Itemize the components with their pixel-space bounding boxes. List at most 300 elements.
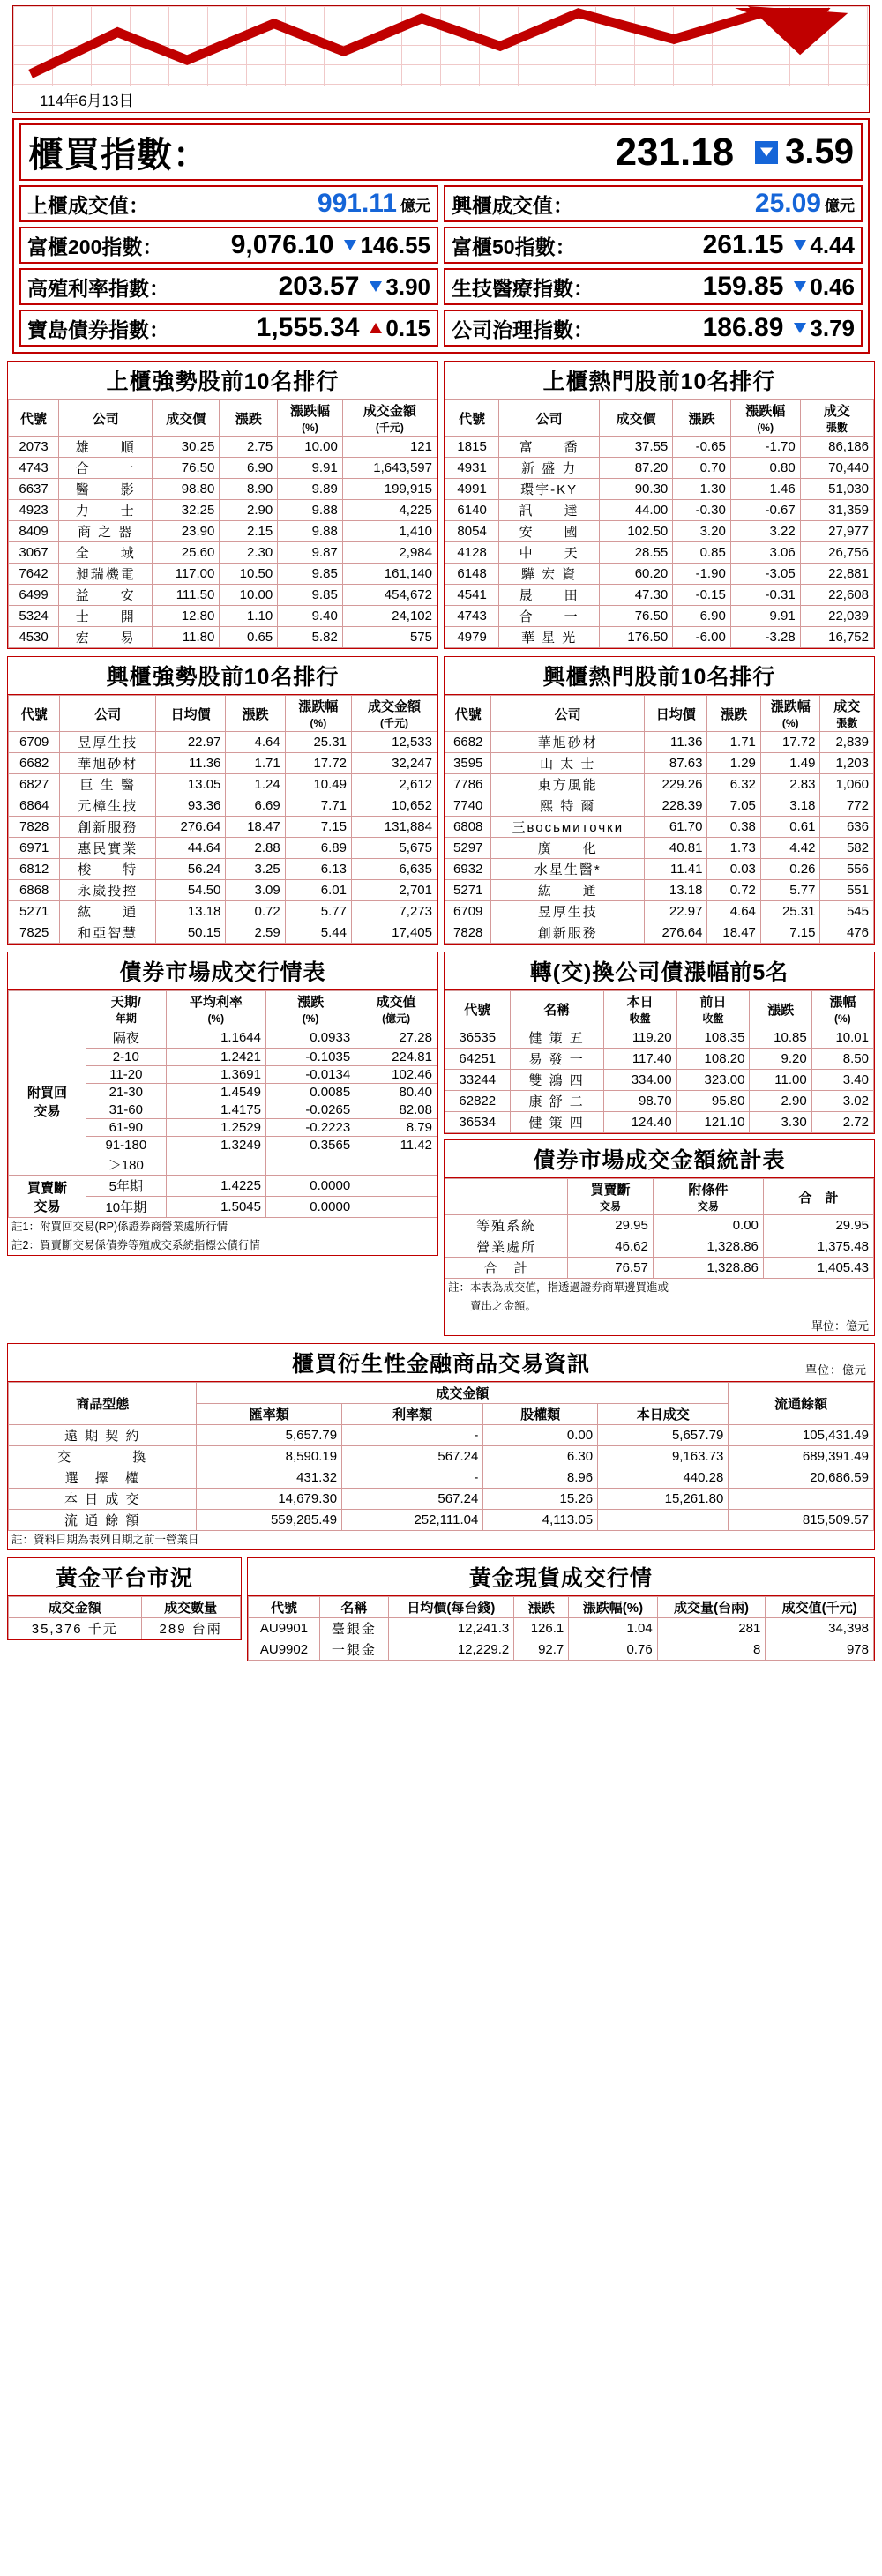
cell: -0.30 — [673, 500, 731, 521]
cell: 山 太 士 — [491, 753, 645, 774]
table-row — [9, 458, 437, 479]
table-row — [445, 437, 874, 458]
table-row — [9, 1617, 241, 1639]
cell: 1.4175 — [166, 1101, 265, 1119]
col-company: 公司 — [60, 696, 156, 732]
cell: 22.97 — [155, 732, 225, 753]
cell: 7825 — [9, 922, 60, 944]
col-code: 代號 — [9, 696, 60, 732]
cell: 6827 — [9, 774, 60, 795]
cell: 流 通 餘 額 — [9, 1509, 197, 1530]
cell: 0.70 — [673, 458, 731, 479]
cell: 54.50 — [155, 880, 225, 901]
cell: 33244 — [445, 1070, 511, 1091]
cell: 6.32 — [707, 774, 760, 795]
main-index-change-wrap — [755, 132, 854, 172]
cell: 3067 — [9, 542, 59, 564]
cell: 隔夜 — [86, 1027, 166, 1049]
cell: 9.91 — [730, 606, 800, 627]
ftse50-cell — [444, 227, 863, 264]
arrow-down-icon — [755, 141, 778, 164]
cell: 11.80 — [153, 627, 220, 648]
ftse50-value: 261.15 — [702, 230, 784, 259]
col-change: 漲跌 — [514, 1596, 569, 1617]
cell: 10.01 — [811, 1027, 873, 1049]
hot-otc-panel — [444, 361, 875, 649]
cell: 合 一 — [499, 606, 600, 627]
main-index-change: 3.59 — [785, 132, 854, 171]
cell: 22,608 — [800, 585, 873, 606]
cell: 9.40 — [278, 606, 343, 627]
col-amount: 成交值(千元) — [766, 1596, 874, 1617]
cell: - — [342, 1424, 483, 1445]
hot-otc-table — [445, 399, 874, 648]
hot-emerging-table — [445, 695, 874, 944]
otc-turnover-cell — [19, 185, 438, 222]
cell: 晟 田 — [499, 585, 600, 606]
cell: 27.28 — [355, 1027, 437, 1049]
cell: ＞180 — [86, 1154, 166, 1176]
bond-rate-table-wrap — [7, 990, 438, 1256]
arrow-down-icon — [794, 240, 806, 250]
cell: 1.1644 — [166, 1027, 265, 1049]
table-row — [9, 753, 437, 774]
cell: 10.49 — [285, 774, 351, 795]
cell: 6140 — [445, 500, 499, 521]
bond-stats-title: 債券市場成交金額統計表 — [444, 1139, 875, 1178]
high-yield-cell — [19, 268, 438, 305]
cell: 556 — [820, 859, 874, 880]
gold-spot-title: 黃金現貨成交行情 — [247, 1557, 875, 1596]
cell: 56.24 — [155, 859, 225, 880]
cell: 1.71 — [707, 732, 760, 753]
cell: 3.02 — [811, 1091, 873, 1112]
cell: 6971 — [9, 838, 60, 859]
cell: 545 — [820, 901, 874, 922]
cell: 1,060 — [820, 774, 874, 795]
cell: 5271 — [445, 880, 491, 901]
bond-rate-panel — [7, 952, 438, 1336]
arrow-down-icon — [794, 281, 806, 292]
cell: 0.72 — [707, 880, 760, 901]
cell: 126.1 — [514, 1617, 569, 1639]
table-row — [445, 1070, 874, 1091]
convert-top5-table — [445, 990, 874, 1133]
cell: 176.50 — [600, 627, 673, 648]
cell: 富 喬 — [499, 437, 600, 458]
cell: 199,915 — [342, 479, 437, 500]
arrow-down-icon — [370, 281, 382, 292]
ftse50-label: 富櫃50指數： — [452, 235, 576, 258]
cell: 健 策 五 — [510, 1027, 603, 1049]
table-row — [445, 1236, 874, 1258]
cell: 10年期 — [86, 1197, 166, 1218]
col-volume: 成交 張數 — [820, 696, 874, 732]
arrow-up-icon — [370, 323, 382, 333]
cell: -1.90 — [673, 564, 731, 585]
table-row — [445, 880, 874, 901]
cell: 5271 — [9, 901, 60, 922]
table-row — [248, 1617, 873, 1639]
derivatives-section — [7, 1343, 875, 1550]
cell: 11.36 — [645, 732, 707, 753]
cell: 紘 通 — [60, 901, 156, 922]
cell: 1.29 — [707, 753, 760, 774]
cell: 8.79 — [355, 1119, 437, 1137]
index-row-3 — [19, 310, 863, 347]
cell: 4,113.05 — [483, 1509, 598, 1530]
gold-platform-panel — [7, 1557, 242, 1661]
cell: 582 — [820, 838, 874, 859]
cell: 7.05 — [707, 795, 760, 817]
strong-emerging-title: 興櫃強勢股前10名排行 — [7, 656, 438, 695]
cell: 636 — [820, 817, 874, 838]
strong-emerging-table — [8, 695, 437, 944]
cell: 華旭砂材 — [60, 753, 156, 774]
cell: 健 策 四 — [510, 1112, 603, 1133]
cell: 32.25 — [153, 500, 220, 521]
cell: 4979 — [445, 627, 499, 648]
cell: 和亞智慧 — [60, 922, 156, 944]
col-change-pct: 漲跌幅 (%) — [285, 696, 351, 732]
cell: -0.15 — [673, 585, 731, 606]
table-row — [445, 1027, 874, 1049]
cell: 2,984 — [342, 542, 437, 564]
cell: 14,679.30 — [197, 1488, 342, 1509]
governance-label: 公司治理指數： — [452, 317, 594, 341]
col-product-type: 商品型態 — [9, 1382, 197, 1424]
cell: 26,756 — [800, 542, 873, 564]
cell: 華 星 光 — [499, 627, 600, 648]
col-gold-qty: 成交數量 — [141, 1596, 240, 1617]
cell: 0.03 — [707, 859, 760, 880]
cell: 11.42 — [355, 1137, 437, 1154]
cell: 2.15 — [220, 521, 278, 542]
arrow-down-icon — [344, 240, 356, 250]
col-price: 成交價 — [600, 400, 673, 437]
cell: 5.44 — [285, 922, 351, 944]
cell: 1,643,597 — [342, 458, 437, 479]
table-row — [445, 542, 874, 564]
col-equity: 股權類 — [483, 1403, 598, 1424]
table-row — [9, 521, 437, 542]
cell: -0.0265 — [265, 1101, 355, 1119]
cell: 8409 — [9, 521, 59, 542]
cell: -3.05 — [730, 564, 800, 585]
table-header-row — [9, 696, 437, 732]
table-header-row — [9, 1382, 874, 1403]
cell: 8054 — [445, 521, 499, 542]
table-header-row — [248, 1596, 873, 1617]
derivatives-table — [8, 1382, 874, 1531]
cell: 巨 生 醫 — [60, 774, 156, 795]
cell: 2.88 — [226, 838, 285, 859]
cell: 6808 — [445, 817, 491, 838]
arrow-down-icon — [794, 323, 806, 333]
col-change-pct: 漲跌幅(%) — [569, 1596, 657, 1617]
biotech-change: 0.46 — [810, 273, 855, 300]
derivatives-title: 櫃買衍生性金融商品交易資訊 — [291, 1351, 590, 1377]
cell: 0.61 — [760, 817, 820, 838]
formosa-bond-value: 1,555.34 — [256, 313, 360, 342]
cell: 9.89 — [278, 479, 343, 500]
cell: 86,186 — [800, 437, 873, 458]
derivatives-title-bar — [7, 1343, 875, 1382]
cell: 4.42 — [760, 838, 820, 859]
cell: 0.38 — [707, 817, 760, 838]
cell: 22.97 — [645, 901, 707, 922]
cell: 4923 — [9, 500, 59, 521]
cell: 0.65 — [220, 627, 278, 648]
cell: 13.18 — [155, 901, 225, 922]
col-change: 漲跌 (%) — [265, 991, 355, 1027]
cell: 64251 — [445, 1049, 511, 1070]
cell: 5297 — [445, 838, 491, 859]
cell: AU9901 — [248, 1617, 320, 1639]
cell: 3.18 — [760, 795, 820, 817]
col-amount: 成交金額 (千元) — [342, 400, 437, 437]
cell: 98.80 — [153, 479, 220, 500]
cell: 44.00 — [600, 500, 673, 521]
cell: 6868 — [9, 880, 60, 901]
cell: 1.49 — [760, 753, 820, 774]
cell: 95.80 — [676, 1091, 750, 1112]
table-row — [445, 753, 874, 774]
cell: 4931 — [445, 458, 499, 479]
cell: 121.10 — [676, 1112, 750, 1133]
cell: 131,884 — [352, 817, 437, 838]
cell: 安 國 — [499, 521, 600, 542]
cell: 440.28 — [598, 1467, 729, 1488]
strong-emerging-panel — [7, 656, 438, 945]
cell: 10.00 — [278, 437, 343, 458]
formosa-bond-cell — [19, 310, 438, 347]
cell: 4,225 — [342, 500, 437, 521]
emerging-turnover-unit: 億元 — [825, 197, 855, 214]
cell: 1.30 — [673, 479, 731, 500]
cell: 2.75 — [220, 437, 278, 458]
cell: 1,203 — [820, 753, 874, 774]
cell: 108.35 — [676, 1027, 750, 1049]
cell: 28.55 — [600, 542, 673, 564]
table-row — [445, 859, 874, 880]
cell: - — [342, 1467, 483, 1488]
cell: 5,675 — [352, 838, 437, 859]
cell: 2,701 — [352, 880, 437, 901]
table-row — [9, 500, 437, 521]
col-fx: 匯率類 — [197, 1403, 342, 1424]
cell: 營業處所 — [445, 1236, 568, 1258]
cell: 16,752 — [800, 627, 873, 648]
cell: 23.90 — [153, 521, 220, 542]
cell: 36535 — [445, 1027, 511, 1049]
convert-top5-title: 轉(交)換公司債漲幅前5名 — [444, 952, 875, 990]
cell: 6932 — [445, 859, 491, 880]
cell: 119.20 — [603, 1027, 676, 1049]
cell: 30.25 — [153, 437, 220, 458]
gold-platform-title: 黃金平台市況 — [7, 1557, 242, 1596]
col-code: 代號 — [9, 400, 59, 437]
col-conditional: 附條件 交易 — [653, 1179, 763, 1215]
cell: 10.85 — [750, 1027, 811, 1049]
table-row — [9, 437, 437, 458]
ftse200-value: 9,076.10 — [230, 230, 334, 259]
governance-cell — [444, 310, 863, 347]
cell: 2073 — [9, 437, 59, 458]
table-row — [445, 795, 874, 817]
hot-emerging-panel — [444, 656, 875, 945]
cell: 遠 期 契 約 — [9, 1424, 197, 1445]
cell: 11.36 — [155, 753, 225, 774]
strong-otc-title: 上櫃強勢股前10名排行 — [7, 361, 438, 399]
cell: 商 之 器 — [59, 521, 153, 542]
cell: 0.0085 — [265, 1084, 355, 1101]
gold-section — [7, 1557, 875, 1661]
cell: 熙 特 爾 — [491, 795, 645, 817]
cell: 40.81 — [645, 838, 707, 859]
cell: 新 盛 力 — [499, 458, 600, 479]
table-row — [9, 859, 437, 880]
cell: 2.90 — [750, 1091, 811, 1112]
cell: 0.00 — [483, 1424, 598, 1445]
cell: 6.90 — [220, 458, 278, 479]
cell: 431.32 — [197, 1467, 342, 1488]
cell: 15.26 — [483, 1488, 598, 1509]
cell: 92.7 — [514, 1639, 569, 1660]
bond-note-2: 註2：買賣斷交易係債券等殖成交系統指標公債行情 — [11, 1238, 260, 1251]
cell: 12,241.3 — [388, 1617, 514, 1639]
col-rate: 利率類 — [342, 1403, 483, 1424]
cell: 18.47 — [707, 922, 760, 944]
cell: 1.46 — [730, 479, 800, 500]
table-row — [445, 585, 874, 606]
cell: 121 — [342, 437, 437, 458]
cell: 9.88 — [278, 521, 343, 542]
cell: 本 日 成 交 — [9, 1488, 197, 1509]
cell: 1815 — [445, 437, 499, 458]
cell: 7740 — [445, 795, 491, 817]
bond-stats-note-2: 賣出之金額。 — [448, 1299, 537, 1312]
governance-change: 3.79 — [810, 314, 855, 341]
table-header-row — [9, 1596, 241, 1617]
bond-stats-table — [445, 1178, 874, 1279]
col-price: 成交價 — [153, 400, 220, 437]
cell — [598, 1509, 729, 1530]
cell: 98.70 — [603, 1091, 676, 1112]
cell: 689,391.49 — [729, 1445, 874, 1467]
cell: 3.20 — [673, 521, 731, 542]
col-avg-rate: 平均利率 (%) — [166, 991, 265, 1027]
biotech-label: 生技醫療指數： — [452, 276, 594, 300]
gold-spot-table-wrap — [247, 1596, 875, 1661]
cell: 551 — [820, 880, 874, 901]
cell: 6.01 — [285, 880, 351, 901]
cell — [355, 1154, 437, 1176]
ftse50-change: 4.44 — [810, 231, 855, 258]
col-group — [9, 991, 86, 1027]
table-row — [445, 1049, 874, 1070]
cell: 1.2421 — [166, 1049, 265, 1066]
table-row — [9, 795, 437, 817]
cell: 1.3249 — [166, 1137, 265, 1154]
col-code: 代號 — [248, 1596, 320, 1617]
cell: 等殖系統 — [445, 1215, 568, 1236]
cell: 6.90 — [673, 606, 731, 627]
cell: 7786 — [445, 774, 491, 795]
cell: -0.1035 — [265, 1049, 355, 1066]
hot-emerging-title: 興櫃熱門股前10名排行 — [444, 656, 875, 695]
cell: 0.00 — [653, 1215, 763, 1236]
formosa-bond-change-wrap — [370, 315, 430, 342]
cell: 5324 — [9, 606, 59, 627]
cell: 惠民實業 — [60, 838, 156, 859]
cell: 559,285.49 — [197, 1509, 342, 1530]
table-row — [9, 542, 437, 564]
convert-top5-table-wrap — [444, 990, 875, 1134]
derivatives-note: 註：資料日期為表列日期之前一營業日 — [11, 1533, 199, 1546]
ftse200-change: 146.55 — [360, 231, 430, 258]
table-row — [445, 922, 874, 944]
cell: -0.31 — [730, 585, 800, 606]
table-row — [9, 922, 437, 944]
cell: 宏 易 — [59, 627, 153, 648]
cell: 廣 化 — [491, 838, 645, 859]
cell: 4128 — [445, 542, 499, 564]
cell: 25.31 — [760, 901, 820, 922]
cell: 9.85 — [278, 585, 343, 606]
emerging-turnover-label: 興櫃成交值： — [452, 193, 573, 217]
cell: 1.10 — [220, 606, 278, 627]
cell: 1.5045 — [166, 1197, 265, 1218]
cell: 70,440 — [800, 458, 873, 479]
cell: AU9902 — [248, 1639, 320, 1660]
cell: 5,657.79 — [598, 1424, 729, 1445]
cell: 紘 通 — [491, 880, 645, 901]
cell: 80.40 — [355, 1084, 437, 1101]
cell: 1.4549 — [166, 1084, 265, 1101]
cell: 102.46 — [355, 1066, 437, 1084]
col-change-pct: 漲跌幅 (%) — [730, 400, 800, 437]
col-volume: 成交量(台兩) — [657, 1596, 766, 1617]
cell: 5年期 — [86, 1176, 166, 1197]
cell: 567.24 — [342, 1445, 483, 1467]
biotech-cell — [444, 268, 863, 305]
col-amount: 成交金額 (千元) — [352, 696, 437, 732]
cell: 476 — [820, 922, 874, 944]
table-row — [9, 479, 437, 500]
cell: 111.50 — [153, 585, 220, 606]
table-row — [445, 500, 874, 521]
cell: 0.0000 — [265, 1197, 355, 1218]
turnover-row — [19, 185, 863, 222]
cell: 12,533 — [352, 732, 437, 753]
cell: 一銀金 — [320, 1639, 388, 1660]
cell: 2-10 — [86, 1049, 166, 1066]
cell: 1,375.48 — [763, 1236, 873, 1258]
col-outright: 買賣斷 交易 — [568, 1179, 654, 1215]
cell: 1.2529 — [166, 1119, 265, 1137]
table-row — [9, 1424, 874, 1445]
cell: 10.50 — [220, 564, 278, 585]
table-row — [9, 1467, 874, 1488]
cell: 交 換 — [9, 1445, 197, 1467]
cell: 合 一 — [59, 458, 153, 479]
table-header-row — [445, 400, 874, 437]
cell: 105,431.49 — [729, 1424, 874, 1445]
cell: 4.64 — [226, 732, 285, 753]
cell: 13.05 — [155, 774, 225, 795]
col-company: 公司 — [59, 400, 153, 437]
